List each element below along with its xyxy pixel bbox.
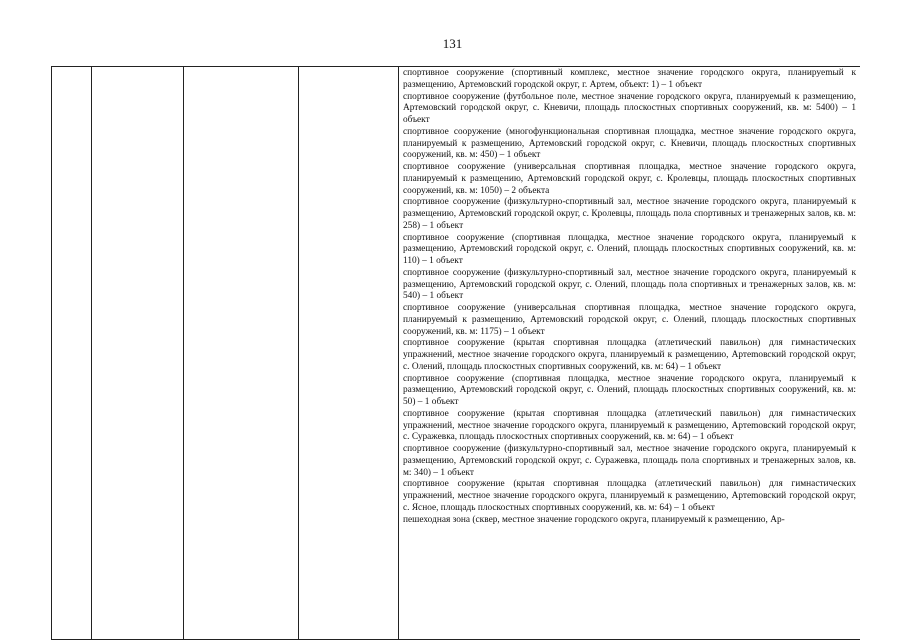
list-item: спортивное сооружение (футбольное поле, местное значение городского округа, планируемый к размещению, Артемовский городской округ, с. Кневичи, площадь плоскостных спортивных сооружений, кв. м: 5400) – 1 объект [403, 91, 856, 125]
list-item: спортивное сооружение (спортивная площадка, местное значение городского округа, планируемый к размещению, Артемовский городской округ, с. Олений, площадь плоскостных спортивных сооружений, кв. м: 110) – 1 объект [403, 232, 856, 266]
list-item: спортивное сооружение (физкультурно-спортивный зал, местное значение городского округа, планируемый к размещению, Артемовский городской округ, с. Суражевка, площадь пола спортивных и тренажерных залов, кв. м: 340) – 1 объект [403, 444, 856, 478]
list-item: спортивное сооружение (универсальная спортивная площадка, местное значение городского округа, планируемый к размещению, Артемовский городской округ, с. Кролевцы, площадь плоскостных спортивных сооружений, кв. м: 1050) – 2 объекта [403, 162, 856, 196]
table-cell-col2 [92, 67, 184, 640]
list-item: спортивное сооружение (спортивный комплекс, местное значение городского округа, планируemый к размещению, Артемовский городской округ, г. Артем, объект: 1) – 1 объект [403, 68, 856, 90]
list-item: спортивное сооружение (крытая спортивная площадка (атлетический павильон) для гимнастических упражнений, местное значение городского округа, планируемый к размещению, Артеmовский городской округ, с. Ясное, площадь плоскостных спортивных сооружений, кв. м: 64) – 1 объект [403, 479, 856, 513]
list-item: спортивное сооружение (универсальная спортивная площадка, местное значение городского округа, планируемый к размещению, Артемовский городской округ, с. Олений, площадь плоскостных спортивных сооружений, кв. м: 1175) – 1 объект [403, 303, 856, 337]
list-item: спортивное сооружение (крытая спортивная площадка (атлетический павильон) для гимнастических упражнений, местное значение городского округа, планируемый к размещению, Артеmовский городской округ, с. Олений, площадь плоскостных спортивных сооружений, кв. м: 64) – 1 объект [403, 338, 856, 372]
list-item: спортивное сооружение (спортивная площадка, местное значение городского округа, планируемый к размещению, Артемовский городской округ, с. Олений, площадь плоскостных спортивных сооружений, кв. м: 50) – 1 объект [403, 373, 856, 407]
table-cell-description [399, 67, 861, 640]
table-cell-col1 [52, 67, 92, 640]
list-item: спортивное сооружение (физкультурно-спортивный зал, местное значение городского округа, планируемый к размещению, Артемовский городской округ, с. Кролевцы, площадь пола спортивных и тренажерных залов, кв. м: 258) – 1 объект [403, 197, 856, 231]
list-item: спортивное сооружение (крытая спортивная площадка (атлетический павильон) для гимнастических упражнений, местное значение городского округа, планируемый к размещению, Артеmовский городской округ, с. Суражевка, площадь плоскостных спортивных сооружений, кв. м: 64) – 1 объект [403, 408, 856, 443]
table-cell-col4 [299, 67, 399, 640]
page-number: 131 [442, 36, 463, 51]
list-item: спортивное сооружение (физкультурно-спортивный зал, местное значение городского округа, планируемый к размещению, Артемовский городской округ, с. Олений, площадь пола спортивных и тренажерных залов, кв. м: 540) – 1 объект [403, 267, 856, 302]
document-table [51, 66, 860, 640]
table-cell-col3 [184, 67, 299, 640]
list-item: пешеходная зона (сквер, местное значение городского округа, планируемый к размещению, Ар- [403, 514, 785, 525]
list-item: спортивное сооружение (многофункциональная спортивная площадка, местное значение городского округа, планируемый к размещению, Артемовский городской округ, с. Кневичи, площадь плоскостных спортивных сооружений, кв. м: 450) – 1 объект [403, 126, 856, 161]
